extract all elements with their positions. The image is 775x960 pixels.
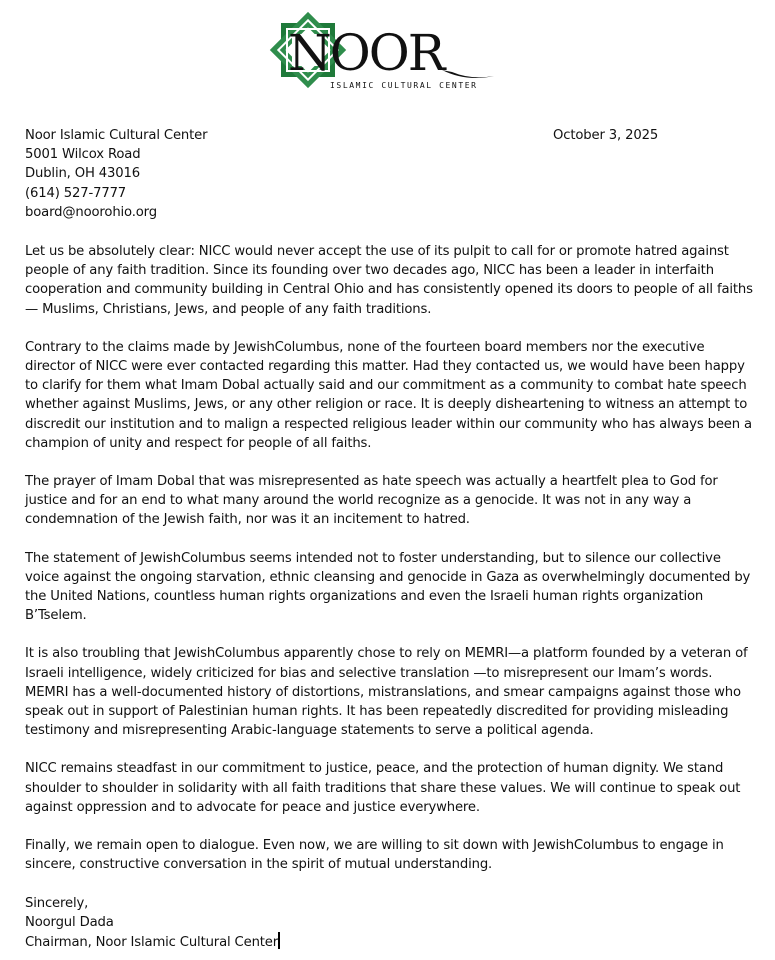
paragraph-4: The statement of JewishColumbus seems intended not to foster understanding, but to silence our collective voice against the ongoing starvation, ethnic cleansing and genocide in Gaza as overwhelmingly documented by the United Nations, countless human rights organizations and even the Israeli human rights organization B’Tselem. [25, 550, 751, 624]
sender-city: Dublin, OH 43016 [25, 166, 140, 182]
closing: Sincerely, [25, 895, 89, 911]
sender-email: board@noorohio.org [25, 204, 157, 220]
paragraph-2: Contrary to the claims made by JewishColumbus, none of the fourteen board members nor the executive director of NICC were ever contacted regarding this matter. Had they contacted us, we would have been happy to clarify for them what Imam Dobal actually said and our commitment as a community to combat hate speech whether against Muslims, Jews, or any other religion or race. It is deeply disheartening to witness an attempt to discredit our institution and to malign a respected religious leader within our community who has always been a champion of unity and respect for people of all faiths. [25, 339, 752, 451]
letter-header [25, 126, 755, 222]
paragraph-1: Let us be absolutely clear: NICC would never accept the use of its pulpit to call for or promote hatred against people of any faith tradition. Since its founding over two decades ago, NICC has been a leader in interfaith cooperation and community building in Central Ohio and has consistently opened its doors to people of all faiths — Muslims, Christians, Jews, and people of any faith traditions. [25, 244, 753, 317]
svg-text:ISLAMIC CULTURAL CENTER: ISLAMIC CULTURAL CENTER [330, 81, 478, 90]
signer-title: Chairman, Noor Islamic Cultural Center [25, 934, 279, 950]
paragraph-7: Finally, we remain open to dialogue. Even now, we are willing to sit down with JewishColumbus to engage in sincere, constructive conversation in the spirit of mutual understanding. [25, 838, 724, 873]
letter-date: October 3, 2025 [553, 128, 659, 143]
logo-wordmark: NOOR [288, 24, 444, 82]
text-cursor [278, 932, 280, 949]
sender-phone: (614) 527-7777 [25, 185, 127, 201]
noor-logo [266, 10, 498, 92]
paragraph-6: NICC remains steadfast in our commitment to justice, peace, and the protection of human dignity. We stand shoulder to shoulder in solidarity with all faith traditions that share these values. We will continue to speak out against oppression and to advocate for peace and justice everywhere. [25, 761, 741, 815]
letter-body[interactable] [25, 126, 755, 952]
eight-point-star-icon [266, 10, 498, 92]
paragraph-3: The prayer of Imam Dobal that was misrepresented as hate speech was actually a heartfelt plea to God for justice and for an end to what many around the world recognize as a genocide. It was not in any way a condemnation of the Jewish faith, nor was it an incitement to hatred. [25, 474, 718, 528]
sender-street: 5001 Wilcox Road [25, 147, 141, 163]
paragraph-5: It is also troubling that JewishColumbus apparently chose to rely on MEMRI—a platform founded by a veteran of Israeli intelligence, widely criticized for bias and selective translation —to misrepresent our Imam’s words. MEMRI has a well-documented history of distortions, mistranslations, and smear campaigns against those who speak out in support of Palestinian human rights. It has been repeatedly discredited for providing misleading testimony and misrepresenting Arabic-language statements to serve a political agenda. [25, 646, 748, 739]
signer-title-line [25, 932, 755, 952]
signature-block [25, 894, 755, 953]
sender-name: Noor Islamic Cultural Center [25, 128, 208, 143]
signer-name: Noorgul Dada [25, 914, 114, 930]
